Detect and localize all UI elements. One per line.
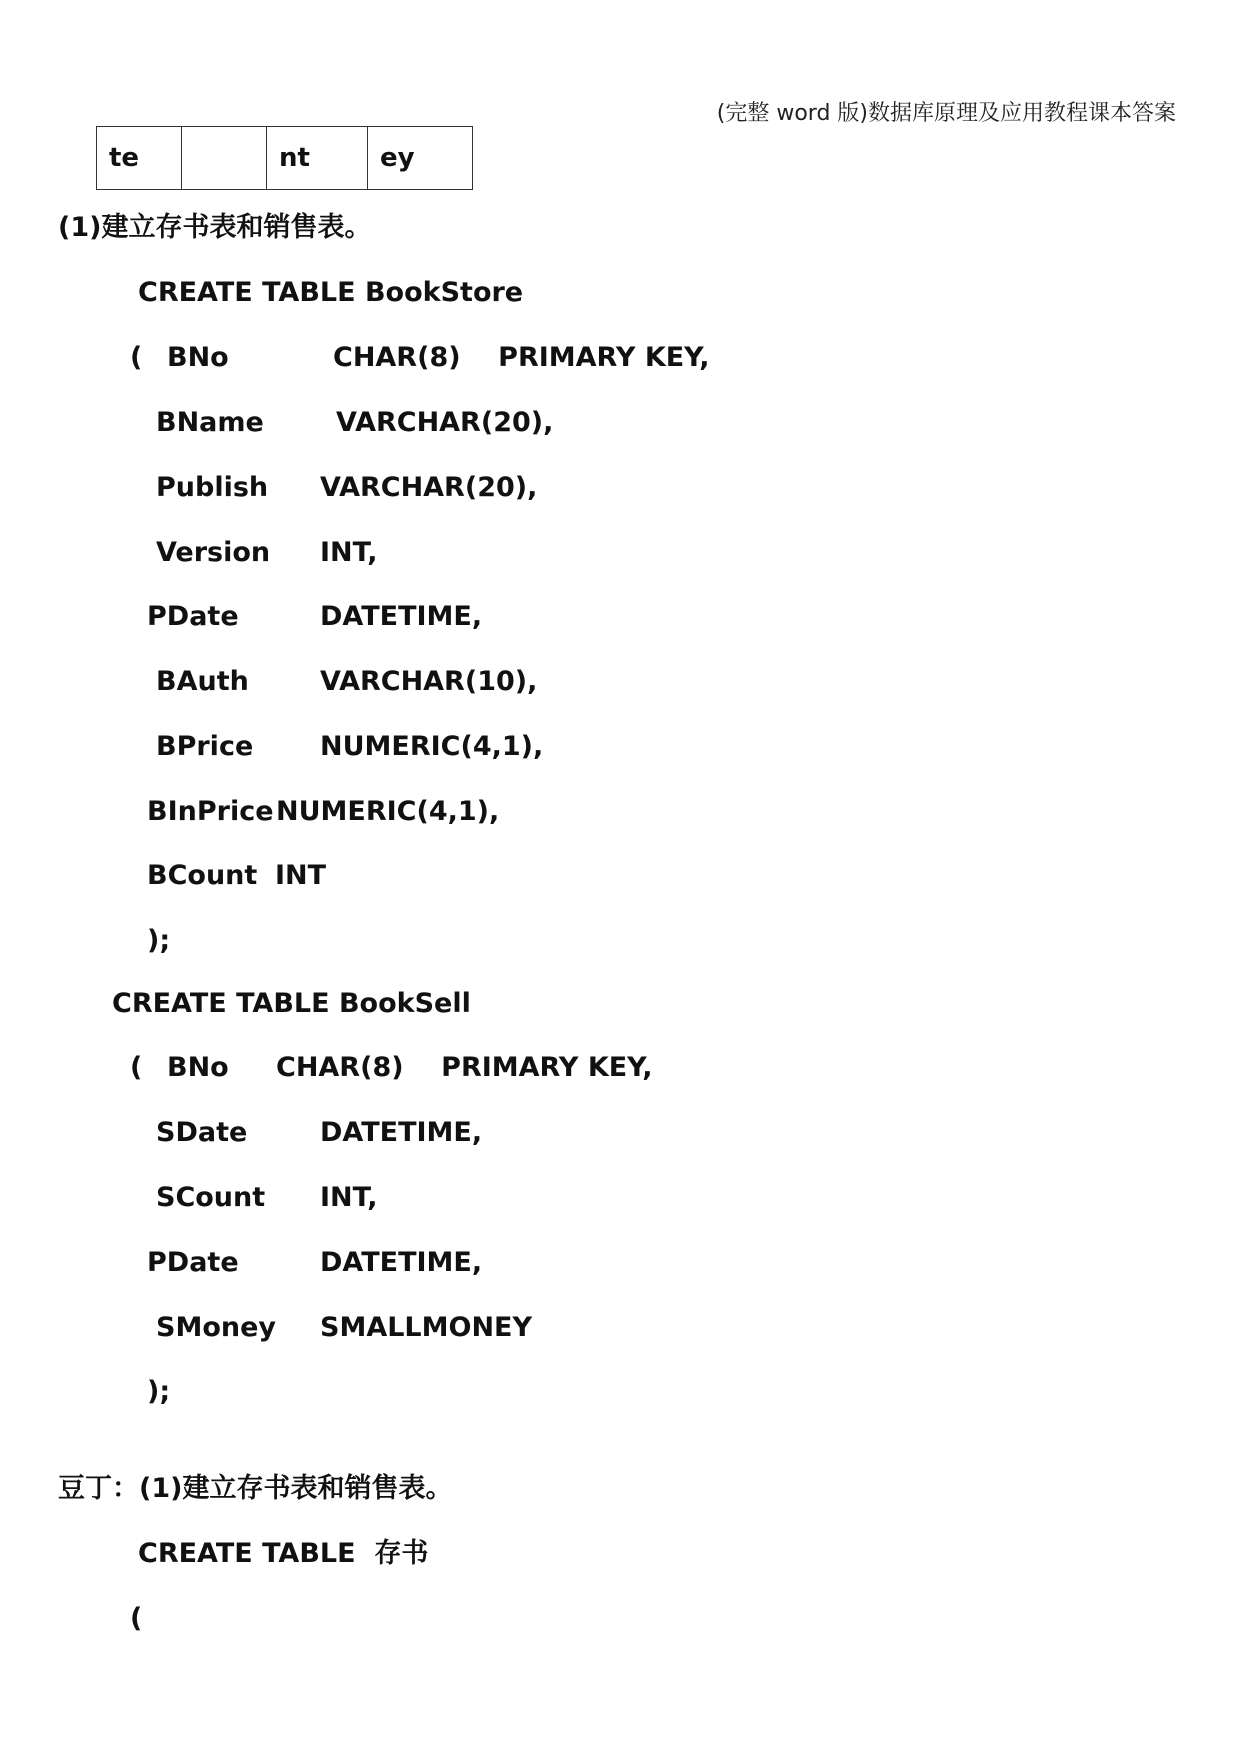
- table-cell: te: [97, 127, 182, 190]
- open-paren: (: [130, 1603, 143, 1634]
- column-name: PDate: [147, 1247, 239, 1278]
- close-paren: );: [147, 925, 171, 956]
- column-name: SCount: [156, 1182, 266, 1213]
- open-paren: (: [130, 1052, 143, 1083]
- close-paren: );: [147, 1376, 171, 1407]
- column-name: SDate: [156, 1117, 248, 1148]
- column-type: CHAR(8) PRIMARY KEY,: [276, 1052, 653, 1083]
- column-type: INT,: [320, 1182, 378, 1213]
- column-name: PDate: [147, 601, 239, 632]
- column-type: VARCHAR(20),: [336, 407, 554, 438]
- column-type: VARCHAR(20),: [320, 472, 538, 503]
- column-name: BNo: [167, 342, 229, 373]
- column-name: Publish: [156, 472, 269, 503]
- table-cell: nt: [267, 127, 368, 190]
- column-type: INT: [275, 860, 327, 891]
- column-name: SMoney: [156, 1312, 276, 1343]
- table-cell: [182, 127, 267, 190]
- column-name: BInPrice: [147, 796, 274, 827]
- table-row: [97, 127, 473, 190]
- fragment-table: [96, 126, 473, 190]
- column-name: BCount: [147, 860, 258, 891]
- section-heading: (1)建立存书表和销售表。: [58, 212, 372, 243]
- section-heading: 豆丁：(1)建立存书表和销售表。: [58, 1473, 453, 1504]
- column-type: NUMERIC(4,1),: [320, 731, 544, 762]
- column-type: NUMERIC(4,1),: [276, 796, 500, 827]
- column-type: DATETIME,: [320, 1117, 483, 1148]
- create-table-statement: CREATE TABLE 存书: [138, 1538, 429, 1569]
- column-type: SMALLMONEY: [320, 1312, 533, 1343]
- open-paren: (: [130, 342, 143, 373]
- create-table-statement: CREATE TABLE BookSell: [112, 988, 471, 1019]
- column-name: BPrice: [156, 731, 254, 762]
- column-name: Version: [156, 537, 271, 568]
- table-cell: ey: [368, 127, 473, 190]
- column-type: CHAR(8) PRIMARY KEY,: [333, 342, 710, 373]
- column-type: DATETIME,: [320, 601, 483, 632]
- page-header-title: (完整 word 版)数据库原理及应用教程课本答案: [716, 101, 1176, 126]
- create-table-statement: CREATE TABLE BookStore: [138, 277, 524, 308]
- column-type: INT,: [320, 537, 378, 568]
- column-name: BAuth: [156, 666, 249, 697]
- column-name: BName: [156, 407, 264, 438]
- column-name: BNo: [167, 1052, 229, 1083]
- column-type: DATETIME,: [320, 1247, 483, 1278]
- column-type: VARCHAR(10),: [320, 666, 538, 697]
